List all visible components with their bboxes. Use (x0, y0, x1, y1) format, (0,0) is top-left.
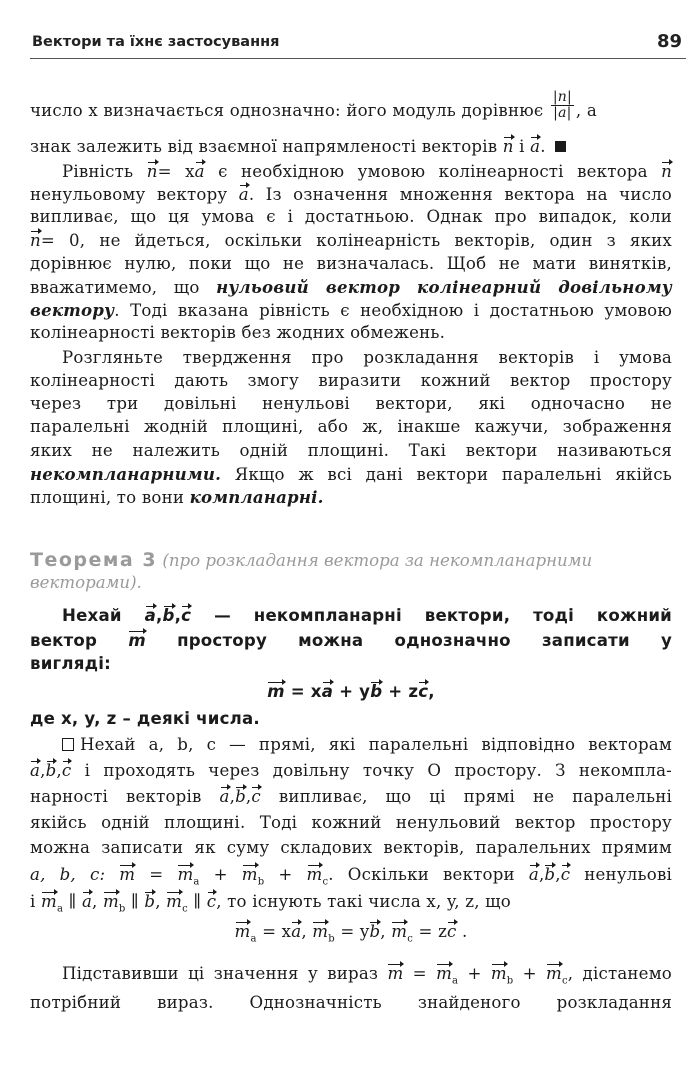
end-of-proof-icon (555, 141, 566, 152)
theorem-formula: m = xa + yb + zc, (267, 682, 435, 701)
text-line: Рівність n= xa є необхідною умовою колінеарності вектора n (62, 162, 672, 181)
proof-start-icon (62, 738, 74, 751)
running-header (30, 28, 686, 59)
text-line: колінеарності векторів без жодних обмежень. (30, 323, 446, 342)
text-line: Розгляньте твердження про розкладання векторів і умова (62, 348, 672, 367)
theorem-heading (30, 549, 680, 572)
text-line: некомпланарними. Якщо ж всі дані вектори паралельні якійсь (30, 464, 672, 484)
text-line: вважатимемо, що нульовий вектор колінеарний довільному (30, 277, 672, 297)
text-line: випливає, що ця умова є і достатньою. Однак про випадок, коли (30, 207, 672, 226)
theorem-label: Теорема 3 (30, 549, 158, 571)
proof-line: a, b, c: $m = m_a + m_b + m_c$. Оскільки вектори a,b,c ненульові (30, 865, 672, 888)
text-line: знак залежить від взаємної напрямленості векторів n і a. (30, 136, 672, 158)
text-line: ненульовому вектору a. Із означення множення вектора на число (30, 185, 672, 204)
proof-line: і $m_a$ ∥ a, $m_b$ ∥ b, $m_c$ ∥ c, то існують такі числа x, y, z, що (30, 892, 511, 915)
text-line: число x визначається однозначно: його модуль дорівнює $\frac{|n|}{|a|}$ , а (30, 89, 597, 121)
text-line: потрібний вираз. Однозначність знайденого розкладання (30, 993, 672, 1012)
proof-formula: $m_a$ = xa, $m_b$ = yb, $m_c$ = zc . (234, 922, 468, 945)
text-line: Підставивши ці значення у вираз $m = m_a + m_b + m_c$, дістанемо (62, 964, 672, 987)
proof-line: Нехай a, b, c — прямі, які паралельні відповідно векторам (62, 734, 672, 756)
text-line: через три довільні ненульові вектори, які одночасно не (30, 394, 672, 413)
text-line: дорівнює нулю, поки що не визначалась. Щоб не мати винятків, (30, 254, 672, 273)
page-number: 89 (656, 31, 682, 52)
theorem-statement-line: вектор m простору можна однозначно записати у (30, 631, 672, 650)
text-line: паралельні жодній площині, або ж, інакше кажучи, зображення (30, 417, 672, 436)
text-line: площині, то вони компланарні. (30, 487, 324, 507)
running-title: Вектори та їхнє застосування (32, 34, 280, 50)
text-line: колінеарності дають змогу виразити кожний вектор простору (30, 371, 672, 390)
theorem-subtitle: (про розкладання вектора за некомпланарними (162, 551, 593, 570)
proof-line: якійсь одній площині. Тоді кожний ненульовий вектор простору (30, 813, 672, 832)
text-line: вектору. Тоді вказана рівність є необхідною і достатньою умовою (30, 300, 672, 320)
modulus-fraction: $\frac{|n|}{|a|}$ (552, 89, 572, 121)
text-line: яких не належить одній площині. Такі вектори називаються (30, 441, 672, 460)
proof-line: нарності векторів a,b,c випливає, що ці прямі не паралельні (30, 787, 672, 806)
text-line: n= 0, не йдеться, оскільки колінеарність векторів, один з яких (30, 231, 672, 250)
theorem-statement-line: де x, y, z – деякі числа. (30, 709, 260, 728)
proof-line: a,b,c і проходять через довільну точку O простору. З некомпла- (30, 761, 672, 780)
theorem-statement-line: вигляді: (30, 654, 111, 673)
proof-line: можна записати як суму складових векторів, паралельних прямим (30, 838, 672, 857)
theorem-statement-line: Нехай a,b,c — некомпланарні вектори, тоді кожний (62, 606, 673, 625)
theorem-subtitle-cont: векторами). (30, 573, 142, 592)
